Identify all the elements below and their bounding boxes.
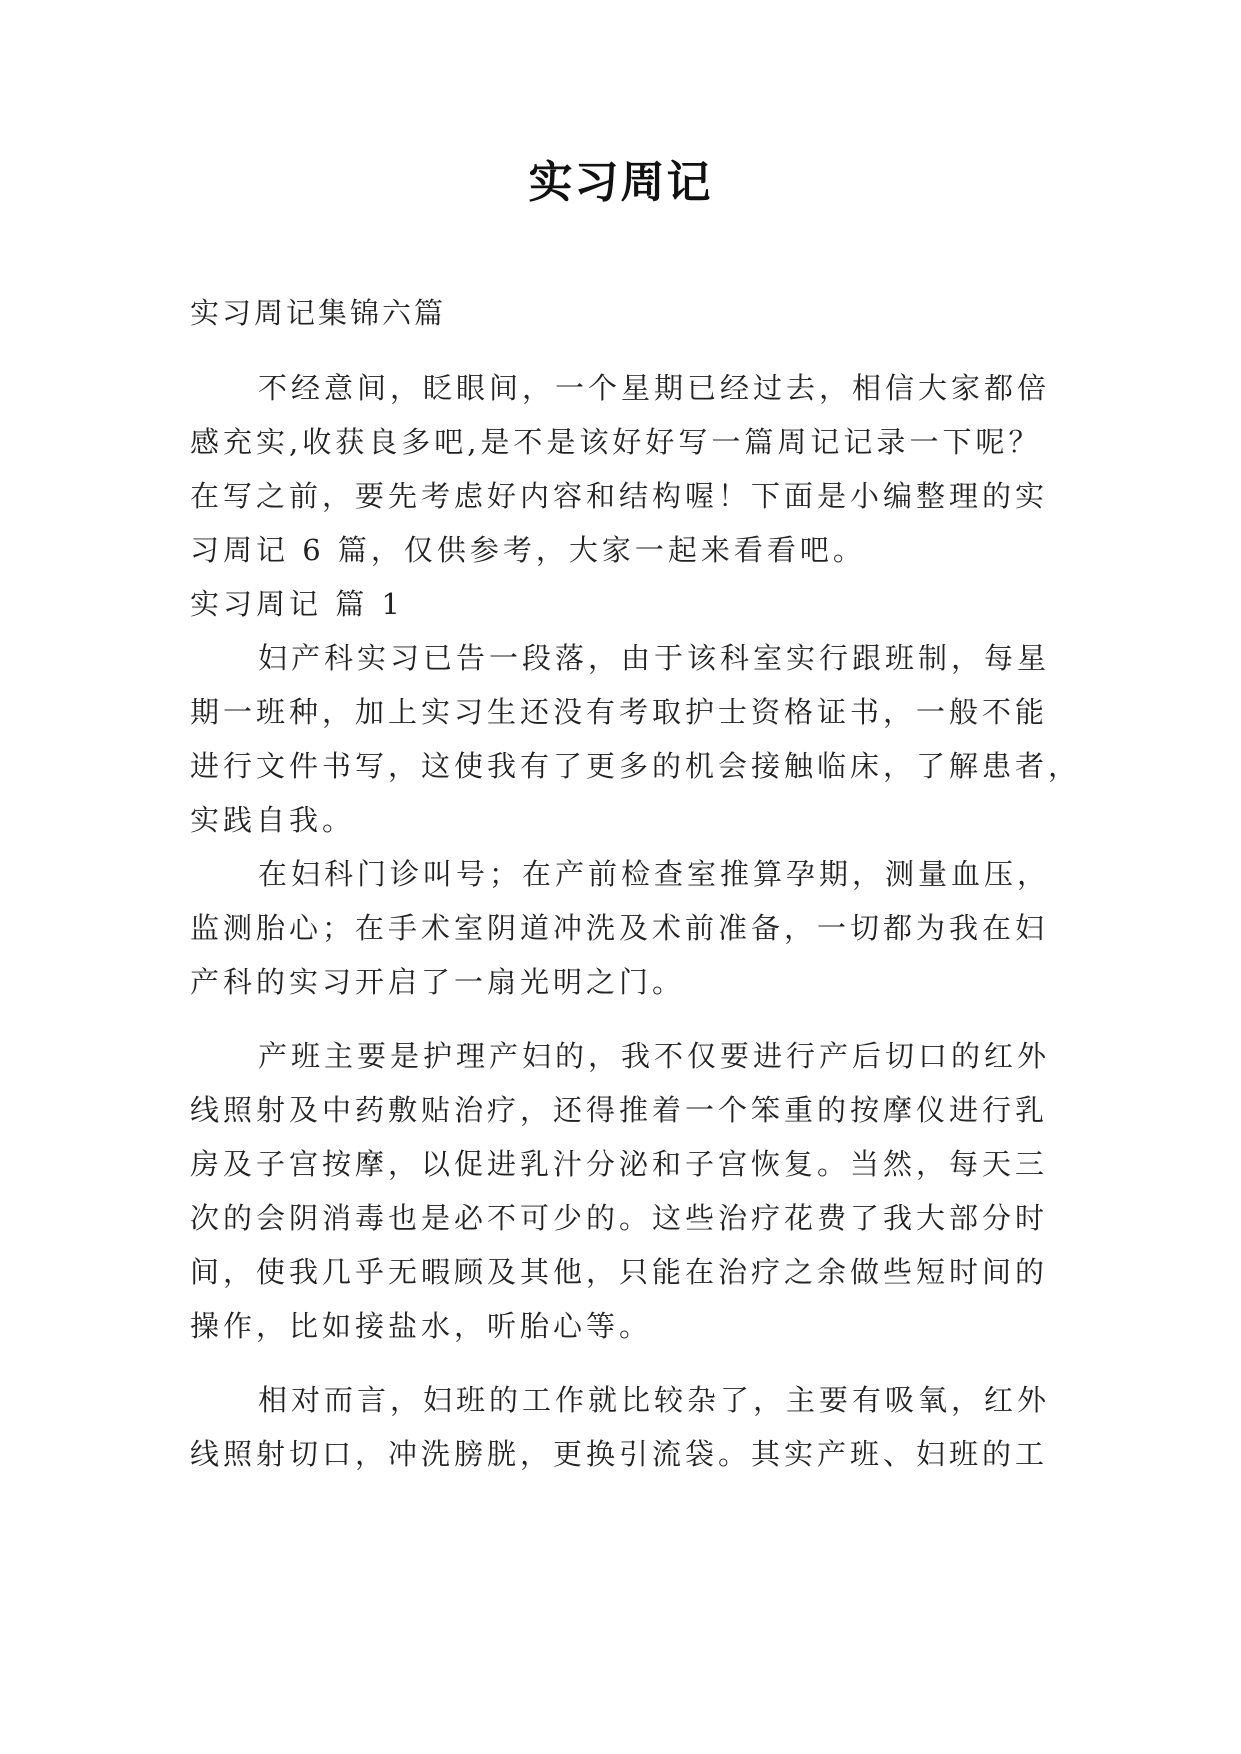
- paragraph-line: 操作，比如接盐水，听胎心等。: [190, 1309, 653, 1343]
- document-title: 实习周记: [528, 157, 713, 208]
- paragraph-line: 在写之前，要先考虑好内容和结构喔！下面是小编整理的实: [190, 479, 1049, 513]
- paragraph-line: 次的会阴消毒也是必不可少的。这些治疗花费了我大部分时: [190, 1201, 1049, 1235]
- paragraph-line: 产班主要是护理产妇的，我不仅要进行产后切口的红外: [258, 1039, 1051, 1073]
- paragraph-line: 相对而言，妇班的工作就比较杂了，主要有吸氧，红外: [258, 1383, 1051, 1417]
- paragraph-line: 线照射及中药敷贴治疗，还得推着一个笨重的按摩仪进行乳: [190, 1093, 1049, 1127]
- section-heading: 实习周记 篇 1: [190, 587, 404, 621]
- paragraph-line: 习周记 6 篇，仅供参考，大家一起来看看吧。: [190, 533, 866, 567]
- paragraph-line: 房及子宫按摩，以促进乳汁分泌和子宫恢复。当然，每天三: [190, 1147, 1049, 1181]
- paragraph-line: 线照射切口，冲洗膀胱，更换引流袋。其实产班、妇班的工: [190, 1437, 1049, 1471]
- paragraph-line: 间，使我几乎无暇顾及其他，只能在治疗之余做些短时间的: [190, 1255, 1049, 1289]
- paragraph-line: 监测胎心；在手术室阴道冲洗及术前准备，一切都为我在妇: [190, 911, 1049, 945]
- paragraph-line: 期一班种，加上实习生还没有考取护士资格证书，一般不能: [190, 695, 1049, 729]
- document-subtitle: 实习周记集锦六篇: [190, 296, 447, 330]
- paragraph-line: 进行文件书写，这使我有了更多的机会接触临床，了解患者，: [190, 749, 1082, 783]
- paragraph-line: 感充实,收获良多吧,是不是该好好写一篇周记记录一下呢？: [190, 425, 1042, 459]
- paragraph-line: 不经意间，眨眼间，一个星期已经过去，相信大家都倍: [258, 371, 1051, 405]
- paragraph-line: 产科的实习开启了一扇光明之门。: [190, 965, 686, 999]
- paragraph-line: 在妇科门诊叫号；在产前检查室推算孕期，测量血压，: [258, 857, 1051, 891]
- paragraph-line: 实践自我。: [190, 803, 356, 837]
- paragraph-line: 妇产科实习已告一段落，由于该科室实行跟班制，每星: [258, 641, 1051, 675]
